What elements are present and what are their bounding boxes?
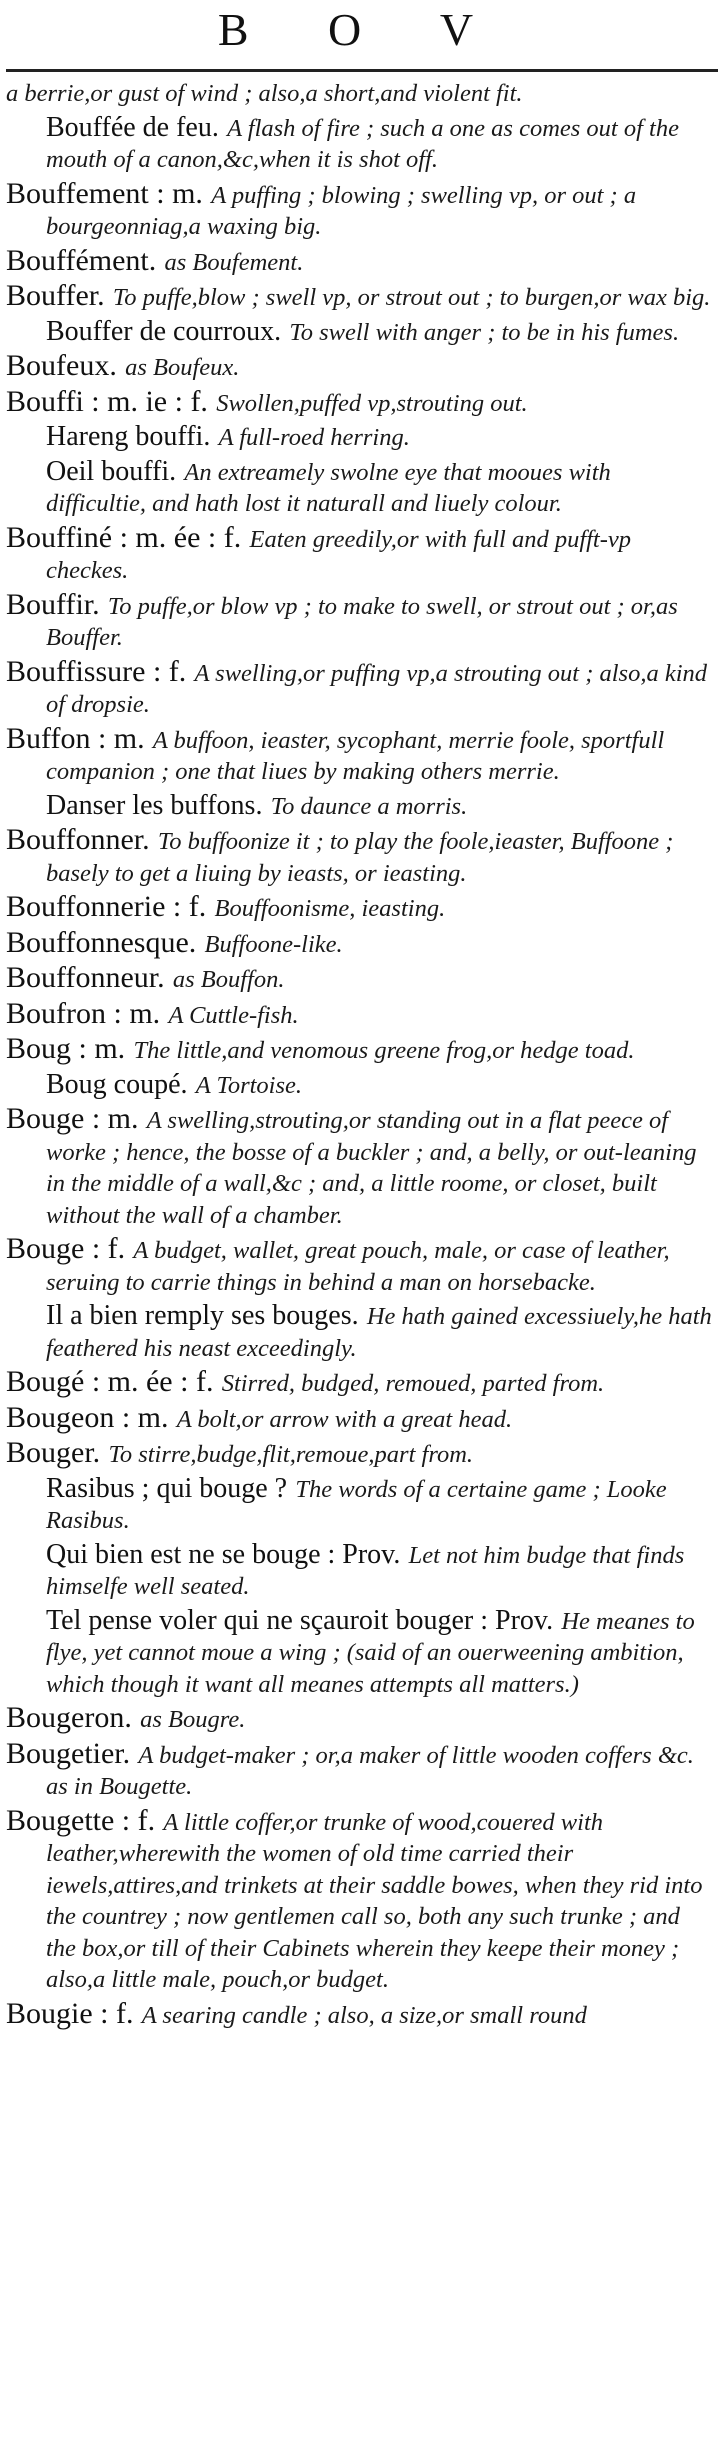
dictionary-entry — [0, 1103, 712, 1231]
headword: Danser les buffons. — [46, 789, 263, 821]
definition: A budget, wallet, great pouch, male, or case of leather, seruing to carrie things in behind a man on horsebacke. — [46, 1237, 670, 1296]
definition: A flash of fire ; such a one as comes out of the mouth of a canon,&c,when it is shot off. — [46, 114, 679, 173]
definition: To daunce a morris. — [270, 792, 468, 820]
dictionary-entry — [0, 1233, 712, 1298]
header-rule — [6, 69, 718, 72]
definition: Eaten greedily,or with full and pufft-vp checkes. — [46, 525, 632, 584]
dictionary-entry — [0, 178, 712, 243]
headword: Bouffer. — [6, 279, 105, 312]
dictionary-entry — [0, 280, 712, 314]
definition: A full-roed herring. — [218, 424, 410, 451]
definition: A little coffer,or trunke of wood,couered with leather,wherewith the women of old time carried their iewels,attires,and trinkets at their saddle bowes, when they rid into the countrey ; now gentlemen call so, both any such trunke ; and the box,or till of their Cabinets wherein they keepe their money ; also,a little male, pouch,or budget. — [46, 1808, 703, 1993]
headword: Boufeux. — [6, 349, 117, 382]
headword: Bougeron. — [6, 1701, 132, 1734]
definition: as Boufeux. — [125, 354, 240, 381]
definition: A Cuttle-fish. — [168, 1001, 299, 1029]
sub-entry — [0, 316, 712, 349]
headword: Bouffément. — [6, 243, 157, 277]
definition: Let not him budge that finds himselfe well seated. — [46, 1541, 685, 1600]
headword: Rasibus ; qui bouge ? — [46, 1472, 288, 1504]
dictionary-entry — [0, 350, 712, 384]
definition: A swelling,or puffing vp,a strouting out ; also,a kind of dropsie. — [46, 659, 707, 718]
dictionary-entry — [0, 589, 712, 654]
dictionary-entry — [0, 998, 712, 1032]
dictionary-entry — [0, 1738, 712, 1803]
dictionary-entry — [0, 522, 712, 587]
headword: Bougette : f. — [6, 1803, 156, 1837]
entry-list — [0, 78, 712, 2033]
dictionary-entry — [0, 1702, 712, 1736]
sub-entry — [0, 790, 712, 823]
sub-entry — [0, 1069, 712, 1102]
dictionary-entry — [0, 386, 712, 420]
definition: Buffoone-like. — [204, 930, 343, 958]
dictionary-entry — [0, 962, 712, 996]
headword: Bouffée de feu. — [46, 111, 219, 143]
dictionary-entry — [0, 1998, 712, 2032]
dictionary-entry — [0, 1033, 712, 1067]
dictionary-entry — [0, 656, 712, 721]
headword: Qui bien est ne se bouge : Prov. — [46, 1538, 401, 1570]
sub-entry — [0, 456, 712, 520]
headword: Bouger. — [6, 1436, 101, 1469]
headword: Bougé : m. ée : f. — [6, 1365, 214, 1398]
definition: a berrie,or gust of wind ; also,a short,and violent fit. — [6, 80, 523, 107]
headword: Bouffissure : f. — [6, 654, 187, 688]
definition: He hath gained excessiuely,he hath feathered his neast exceedingly. — [46, 1303, 712, 1362]
headword: Buffon : m. — [6, 721, 145, 755]
definition: A Tortoise. — [195, 1071, 303, 1099]
definition: A searing candle ; also, a size,or small round — [141, 2001, 587, 2029]
headword: Bougeon : m. — [6, 1400, 169, 1434]
definition: The words of a certaine game ; Looke Rasibus. — [46, 1475, 667, 1534]
headword: Bouffonnerie : f. — [6, 890, 207, 923]
continued-entry — [0, 78, 712, 110]
sub-entry — [0, 1605, 712, 1701]
dictionary-entry — [0, 1366, 712, 1400]
definition: as Bougre. — [140, 1706, 246, 1733]
headword: Bouffi : m. ie : f. — [6, 384, 208, 418]
definition: A swelling,strouting,or standing out in a flat peece of worke ; hence, the bosse of a buckler ; and, a belly, or out-leaning in the middle of a wall,&c ; and, a little roome, or closet, built without the wall of a chamber. — [46, 1107, 697, 1229]
headword: Boug : m. — [6, 1032, 126, 1065]
definition: To stirre,budge,flit,remoue,part from. — [108, 1441, 474, 1468]
headword: Tel pense voler qui ne sçauroit bouger : Prov. — [46, 1604, 554, 1636]
headword: Boug coupé. — [46, 1068, 188, 1100]
headword: Bouffer de courroux. — [46, 315, 282, 347]
headword: Bouffonner. — [6, 823, 150, 856]
page-header: B O V — [217, 4, 508, 55]
headword: Bouffonneur. — [6, 961, 165, 994]
dictionary-entry — [0, 1437, 712, 1471]
definition: as Bouffon. — [172, 966, 285, 993]
definition: A buffoon, ieaster, sycophant, merrie foole, sportfull companion ; one that liues by making others merrie. — [46, 726, 665, 785]
headword: Bougie : f. — [6, 1996, 134, 2030]
headword: Bouge : m. — [6, 1102, 139, 1135]
dictionary-entry — [0, 723, 712, 788]
sub-entry — [0, 112, 712, 176]
headword: Bouge : f. — [6, 1232, 126, 1265]
definition: A budget-maker ; or,a maker of little wooden coffers &c. as in Bougette. — [46, 1741, 694, 1800]
dictionary-entry — [0, 245, 712, 279]
sub-entry — [0, 1473, 712, 1537]
dictionary-entry — [0, 1402, 712, 1436]
definition: To puffe,blow ; swell vp, or strout out ; to burgen,or wax big. — [112, 284, 711, 311]
sub-entry — [0, 1539, 712, 1603]
definition: A puffing ; blowing ; swelling vp, or out ; a bourgeonniag,a waxing big. — [46, 181, 637, 240]
headword: Il a bien remply ses bouges. — [46, 1300, 359, 1331]
definition: A bolt,or arrow with a great head. — [176, 1405, 513, 1433]
definition: as Boufement. — [164, 248, 304, 276]
definition: Stirred, budged, remoued, parted from. — [221, 1370, 605, 1397]
definition: The little,and venomous greene frog,or hedge toad. — [133, 1037, 635, 1064]
headword: Hareng bouffi. — [46, 421, 211, 452]
headword: Bouffiné : m. ée : f. — [6, 520, 242, 554]
definition: To swell with anger ; to be in his fumes. — [289, 318, 680, 346]
definition: To buffoonize it ; to play the foole,ieaster, Buffoone ; basely to get a liuing by ieasts, or ieasting. — [46, 828, 674, 887]
dictionary-entry — [0, 824, 712, 889]
definition: An extreamely swolne eye that mooues with difficultie, and hath lost it naturall and liuely colour. — [46, 458, 611, 517]
sub-entry — [0, 421, 712, 454]
headword: Bouffonnesque. — [6, 925, 197, 959]
headword: Bougetier. — [6, 1736, 131, 1770]
headword: Boufron : m. — [6, 996, 161, 1030]
dictionary-entry — [0, 891, 712, 925]
dictionary-entry — [0, 1805, 712, 1996]
definition: Bouffoonisme, ieasting. — [214, 895, 446, 922]
definition: Swollen,puffed vp,strouting out. — [216, 389, 528, 417]
sub-entry — [0, 1300, 712, 1364]
definition: He meanes to flye, yet cannot moue a wing ; (said of an ouerweening ambition, which though it want all meanes attempts all matters.) — [46, 1607, 695, 1698]
headword: Bouffement : m. — [6, 176, 203, 210]
dictionary-entry — [0, 927, 712, 961]
headword: Bouffir. — [6, 587, 100, 621]
definition: To puffe,or blow vp ; to make to swell, or strout out ; or,as Bouffer. — [46, 592, 678, 651]
headword: Oeil bouffi. — [46, 455, 177, 487]
